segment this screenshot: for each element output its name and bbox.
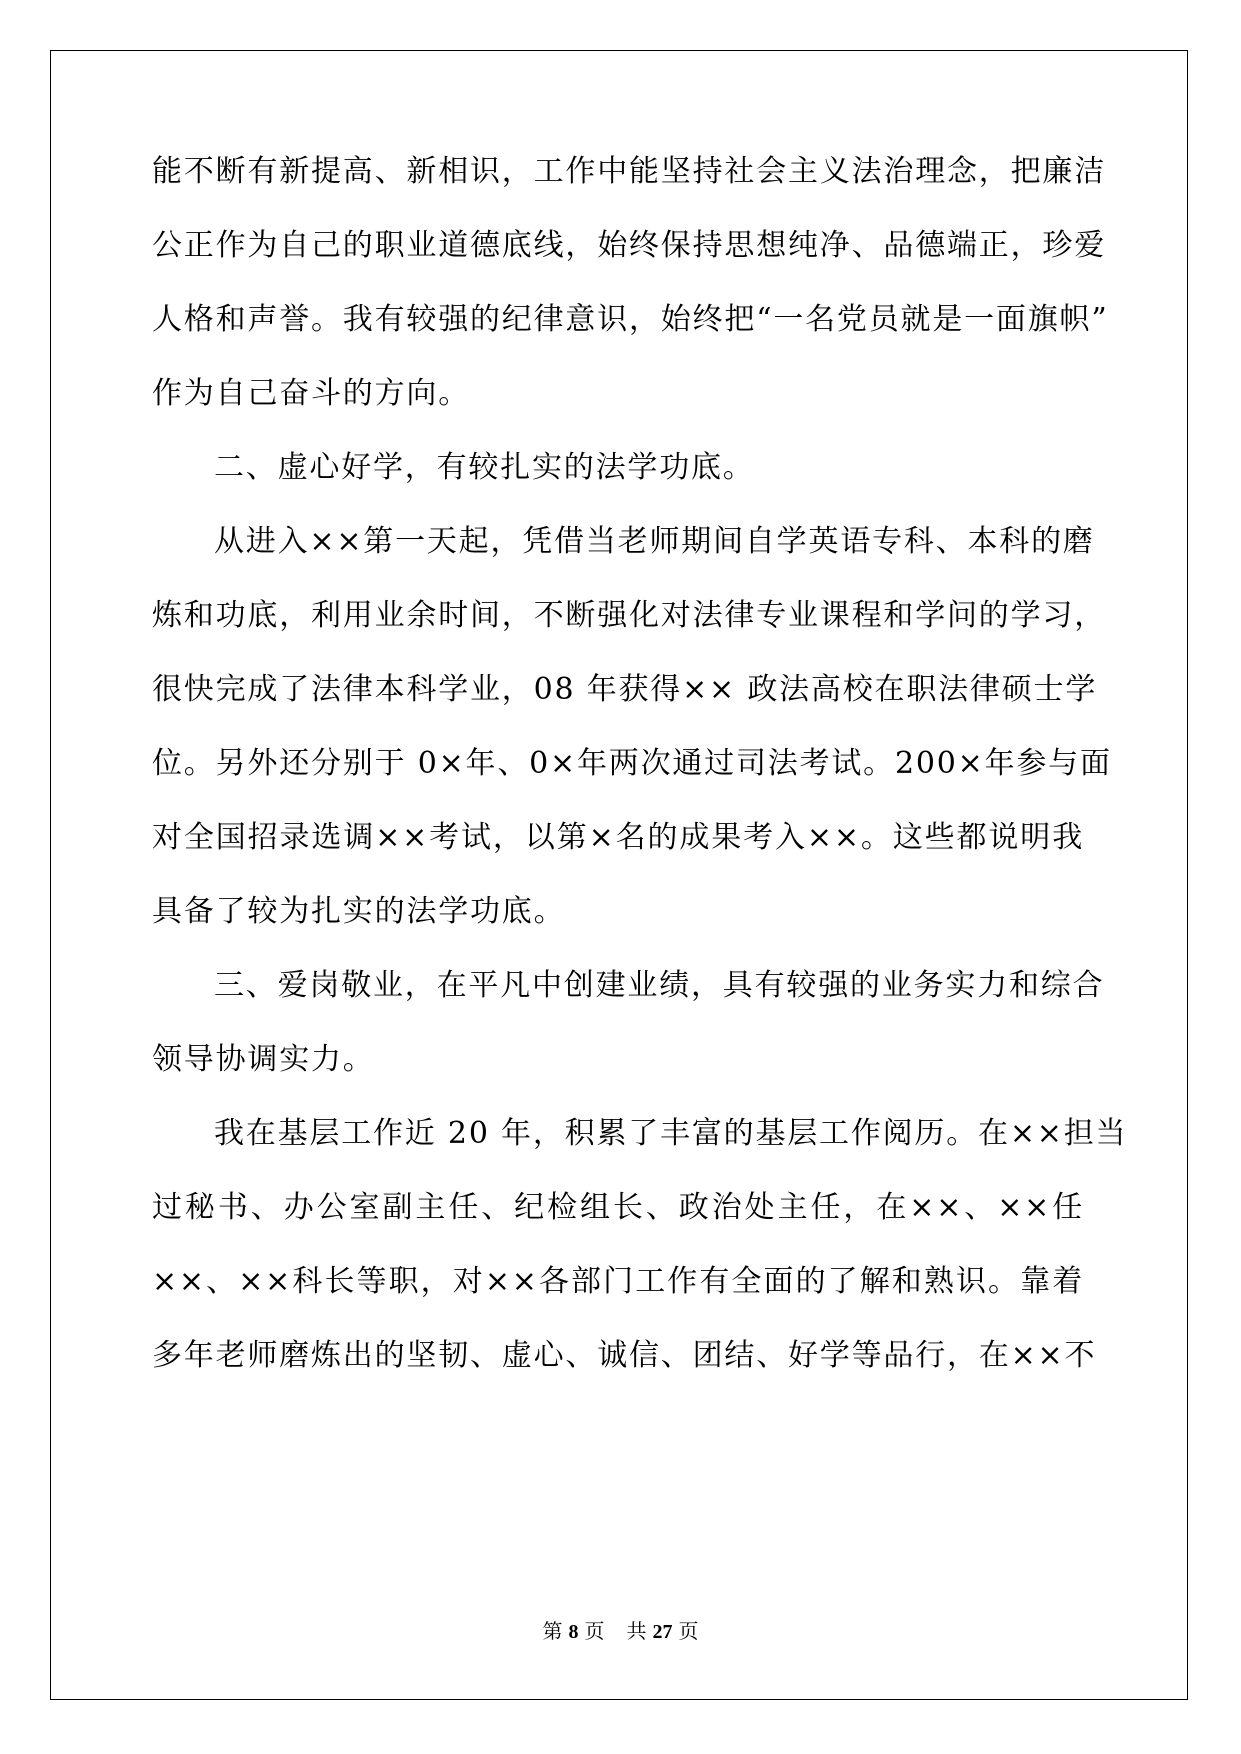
total-suffix: 页 <box>678 1621 699 1643</box>
text-line: 炼和功底，利用业余时间，不断强化对法律专业课程和学问的学习， <box>152 598 1106 633</box>
page-border <box>50 50 1188 1700</box>
section-heading: 三、爱岗敬业，在平凡中创建业绩，具有较强的业务实力和综合 <box>214 968 1105 1003</box>
text-line: 对全国招录选调××考试，以第×名的成果考入××。这些都说明我 <box>152 820 1084 855</box>
text-line: 多年老师磨炼出的坚韧、虚心、诚信、团结、好学等品行，在××不 <box>152 1338 1097 1373</box>
text-line: 位。另外还分别于 0×年、0×年两次通过司法考试。200×年参与面 <box>152 746 1112 781</box>
page-prefix: 第 <box>542 1621 563 1643</box>
page-suffix: 页 <box>584 1621 605 1643</box>
total-prefix: 共 <box>626 1621 647 1643</box>
text-line: 作为自己奋斗的方向。 <box>152 376 470 411</box>
text-line: 我在基层工作近 20 年，积累了丰富的基层工作阅历。在××担当 <box>214 1116 1128 1151</box>
text-line: 公正作为自己的职业道德底线，始终保持思想纯净、品德端正，珍爱 <box>152 228 1106 263</box>
text-line: 能不断有新提高、新相识，工作中能坚持社会主义法治理念，把廉洁 <box>152 154 1106 189</box>
text-line: 具备了较为扎实的法学功底。 <box>152 894 566 929</box>
text-line: 人格和声誉。我有较强的纪律意识，始终把“一名党员就是一面旗帜” <box>152 302 1109 337</box>
text-line: 很快完成了法律本科学业，08 年获得×× 政法高校在职法律硕士学 <box>152 672 1098 707</box>
text-line: 从进入××第一天起，凭借当老师期间自学英语专科、本科的磨 <box>214 524 1095 559</box>
section-heading: 二、虚心好学，有较扎实的法学功底。 <box>214 450 755 485</box>
section-heading-continued: 领导协调实力。 <box>152 1042 375 1077</box>
page-footer <box>0 1618 1241 1646</box>
page-number: 8 <box>568 1621 579 1643</box>
text-line: 过秘书、办公室副主任、纪检组长、政治处主任，在××、××任 <box>152 1190 1084 1225</box>
total-pages: 27 <box>652 1621 673 1643</box>
text-line: ××、××科长等职，对××各部门工作有全面的了解和熟识。靠着 <box>152 1264 1084 1299</box>
